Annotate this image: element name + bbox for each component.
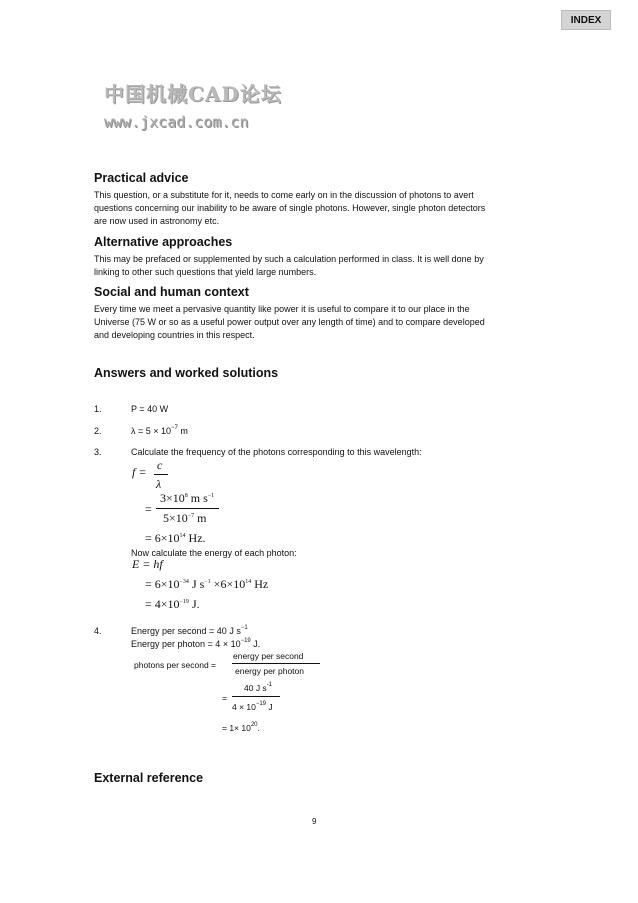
social-line: Every time we meet a pervasive quantity like power it is useful to compare it to our place in the — [94, 304, 470, 314]
answer-number: 1. — [94, 404, 102, 414]
practical-line: This question, or a substitute for it, needs to come early on in the discussion of photons to avert — [94, 190, 474, 200]
photons-per-second-label: photons per second = — [134, 660, 216, 670]
answer-3-text: Calculate the frequency of the photons corresponding to this wavelength: — [131, 447, 422, 457]
answer-3-energy-text: Now calculate the energy of each photon: — [131, 548, 297, 558]
watermark-chinese: 中国机械CAD论坛 — [104, 82, 282, 106]
eq-energy: E = hf — [132, 557, 163, 571]
practical-heading: Practical advice — [94, 171, 189, 185]
photons-equals: = — [222, 693, 227, 703]
social-line: and developing countries in this respect. — [94, 330, 255, 340]
answer-1: P = 40 W — [131, 404, 169, 414]
alternative-heading: Alternative approaches — [94, 235, 233, 249]
social-line: Universe (75 W or so as a useful power output over any length of time) and to compare developed — [94, 317, 485, 327]
answer-number: 2. — [94, 426, 102, 436]
fraction-bar — [232, 663, 320, 664]
social-paragraph — [94, 303, 549, 342]
practical-paragraph — [94, 189, 549, 228]
answer-4-line-2: Energy per photon = $4 \times 10^{-19}$ J. — [131, 638, 261, 649]
alternative-paragraph — [94, 253, 549, 279]
fraction-bar — [154, 474, 168, 475]
photons-den-value: $4 \times 10^{-19}$ J — [232, 701, 273, 712]
eq-f-label: f = — [132, 465, 147, 479]
answers-heading: Answers and worked solutions — [94, 366, 279, 380]
watermark-logo — [104, 78, 284, 138]
eq-frequency-result: = $6\times 10^{14}$ Hz. — [145, 531, 206, 545]
photons-result: = $1\times 10^{20}$. — [222, 722, 260, 733]
eq-lambda: λ — [156, 477, 162, 491]
watermark-url: www.jxcad.com.cn — [104, 113, 249, 131]
eq-energy-substitution: = $6\times 10^{-34}$ J $s^{-1} \times 6\times 10^{14}$ Hz — [145, 577, 269, 591]
practical-line: are now used in astronomy etc. — [94, 216, 220, 226]
eq-equals: = — [145, 502, 152, 516]
answer-number: 3. — [94, 447, 102, 457]
fraction-bar — [156, 508, 219, 509]
photons-denominator: energy per photon — [235, 666, 304, 676]
eq-energy-result: = $4\times 10^{-19}$ J. — [145, 597, 200, 611]
answer-2: $\lambda = 5 \times 10^{-7}$ m — [131, 425, 188, 436]
photons-numerator: energy per second — [233, 651, 304, 661]
page-number: 9 — [312, 817, 317, 826]
practical-line: questions concerning our inability to be aware of single photons. However, single photon detectors — [94, 203, 486, 213]
eq-numerator: $3\times 10^8$ m $s^{-1}$ — [160, 491, 215, 505]
index-button[interactable]: INDEX — [561, 10, 611, 30]
social-heading: Social and human context — [94, 285, 249, 299]
external-heading: External reference — [94, 771, 204, 785]
eq-c: c — [157, 458, 163, 472]
answer-number: 4. — [94, 626, 102, 636]
answer-4-line-1: Energy per second = 40 J $s^{-1}$ — [131, 625, 248, 636]
photons-num-value: 40 J $s^{-1}$ — [244, 682, 273, 693]
fraction-bar — [232, 696, 280, 697]
eq-denominator: $5\times 10^{-7}$ m — [163, 511, 207, 525]
alternative-line: This may be prefaced or supplemented by such a calculation performed in class. It is well done by — [94, 254, 484, 264]
alternative-line: linking to other such questions that yield large numbers. — [94, 267, 317, 277]
